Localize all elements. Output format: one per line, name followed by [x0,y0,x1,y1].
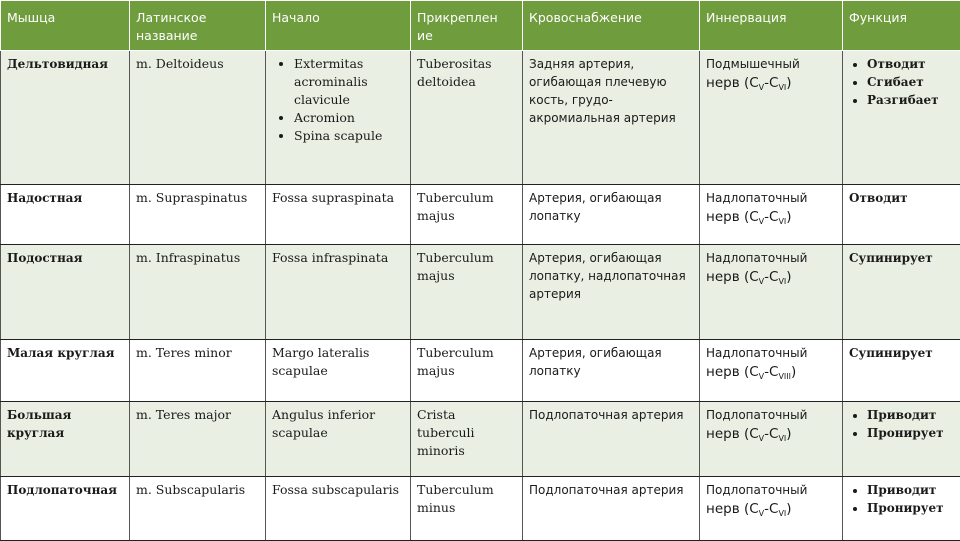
function-item: • Приводит [867,481,954,499]
nerve-sub1: V [759,372,764,381]
latin-name-text: m. Teres major [136,407,231,422]
muscle-name-text: Надостная [7,191,82,205]
cell-blood-supply [523,51,700,185]
nerve-sub2: VI [778,434,786,443]
nerve-mid: -C [764,75,778,91]
nerve-prefix: нерв (C [706,209,759,225]
nerve-sub1: V [759,277,764,286]
header-function: Функция [843,1,960,51]
cell-insertion [411,477,523,541]
insertion-text: Tuberculum majus [417,250,494,283]
cell-innervation [700,477,843,541]
cell-origin [266,477,411,541]
function-item: • Пронирует [867,499,954,517]
nerve-prefix: нерв (C [706,269,759,285]
nerve-prefix: нерв (C [706,501,759,517]
header-muscle: Мышца [1,1,130,51]
origin-list [272,55,404,145]
cell-function [843,402,960,477]
nerve-mid: -C [764,364,778,380]
nerve-name: Надлопаточный [706,344,836,363]
cell-innervation [700,185,843,245]
blood-supply-text: Артерия, огибающая лопатку [529,191,662,223]
nerve-segments [706,500,836,523]
cell-insertion [411,340,523,402]
nerve-mid: -C [764,426,778,442]
cell-innervation [700,340,843,402]
nerve-sub2: VI [778,509,786,518]
nerve-segments [706,208,836,231]
latin-name-text: m. Subscapularis [136,482,245,497]
cell-blood-supply [523,402,700,477]
cell-function [843,477,960,541]
cell-function [843,245,960,340]
latin-name-text: m. Infraspinatus [136,250,240,265]
nerve-sub2: VI [778,277,786,286]
nerve-segments [706,425,836,448]
table-row [1,51,960,185]
insertion-text: Tuberositas deltoidea [417,56,492,89]
table-row [1,477,960,541]
latin-name-text: m. Deltoideus [136,56,224,71]
cell-blood-supply [523,477,700,541]
cell-insertion [411,51,523,185]
nerve-name: Подмышечный [706,55,836,74]
cell-latin-name [130,185,266,245]
origin-text: Margo lateralis scapulae [272,345,369,378]
function-list [849,406,954,442]
insertion-text: Crista tuberculi minoris [417,407,475,458]
nerve-sub1: V [759,434,764,443]
header-insertion: Прикреплен ие [411,1,523,51]
nerve-name: Подлопаточный [706,481,836,500]
table-body [1,51,960,541]
nerve-suffix: ) [786,209,791,225]
nerve-prefix: нерв (C [706,75,759,91]
nerve-sub1: V [759,217,764,226]
muscle-name-text: Малая круглая [7,346,115,360]
cell-muscle [1,185,130,245]
cell-muscle [1,245,130,340]
nerve-mid: -C [764,209,778,225]
nerve-mid: -C [764,269,778,285]
header-latin-name: Латинское название [130,1,266,51]
latin-name-text: m. Supraspinatus [136,190,247,205]
blood-supply-text: Артерия, огибающая лопатку, надлопаточная артерия [529,251,686,301]
blood-supply-text: Подлопаточная артерия [529,408,684,422]
origin-text: Fossa subscapularis [272,482,399,497]
nerve-segments [706,74,836,97]
cell-origin [266,245,411,340]
function-item: • Сгибает [867,73,954,91]
table-row [1,185,960,245]
function-item: • Приводит [867,406,954,424]
origin-item: • Acromion [294,109,404,127]
function-item: • Отводит [867,55,954,73]
header-innervation: Иннервация [700,1,843,51]
cell-latin-name [130,245,266,340]
cell-muscle [1,51,130,185]
nerve-suffix: ) [786,75,791,91]
origin-text: Fossa supraspinata [272,190,394,205]
origin-item: • Extermitas acrominalis clavicule [294,55,404,109]
function-text: Отводит [849,191,908,205]
origin-text: Fossa infraspinata [272,250,388,265]
muscle-name-text: Подостная [7,251,83,265]
insertion-text: Tuberculum minus [417,482,494,515]
cell-innervation [700,51,843,185]
insertion-text: Tuberculum majus [417,190,494,223]
nerve-suffix: ) [786,501,791,517]
cell-blood-supply [523,245,700,340]
insertion-text: Tuberculum majus [417,345,494,378]
cell-blood-supply [523,340,700,402]
cell-function [843,340,960,402]
function-text: Супинирует [849,251,933,265]
nerve-name: Подлопаточный [706,406,836,425]
cell-function [843,185,960,245]
cell-origin [266,185,411,245]
cell-latin-name [130,51,266,185]
cell-function [843,51,960,185]
cell-origin [266,51,411,185]
muscle-name-text: Дельтовидная [7,57,108,71]
muscle-name-text: Подлопаточная [7,483,117,497]
cell-insertion [411,402,523,477]
nerve-sub2: VIII [778,372,791,381]
function-text: Супинирует [849,346,933,360]
blood-supply-text: Подлопаточная артерия [529,483,684,497]
cell-innervation [700,245,843,340]
origin-item: • Spina scapule [294,127,404,145]
nerve-name: Надлопаточный [706,189,836,208]
nerve-segments [706,363,836,386]
nerve-name: Надлопаточный [706,249,836,268]
nerve-sub2: VI [778,83,786,92]
cell-latin-name [130,340,266,402]
nerve-mid: -C [764,501,778,517]
nerve-sub1: V [759,509,764,518]
table-row [1,340,960,402]
cell-latin-name [130,402,266,477]
header-row [1,1,960,51]
nerve-segments [706,268,836,291]
nerve-suffix: ) [786,426,791,442]
muscle-name-text: Большая круглая [7,408,71,440]
nerve-suffix: ) [786,269,791,285]
cell-muscle [1,402,130,477]
function-item: • Разгибает [867,91,954,109]
cell-origin [266,340,411,402]
header-origin: Начало [266,1,411,51]
nerve-suffix: ) [791,364,796,380]
nerve-prefix: нерв (C [706,426,759,442]
header-blood-supply: Кровоснабжение [523,1,700,51]
function-list [849,55,954,109]
table-row [1,402,960,477]
origin-text: Angulus inferior scapulae [272,407,375,440]
cell-origin [266,402,411,477]
cell-blood-supply [523,185,700,245]
cell-muscle [1,340,130,402]
nerve-prefix: нерв (C [706,364,759,380]
nerve-sub2: VI [778,217,786,226]
cell-latin-name [130,477,266,541]
blood-supply-text: Артерия, огибающая лопатку [529,346,662,378]
latin-name-text: m. Teres minor [136,345,232,360]
cell-insertion [411,245,523,340]
cell-innervation [700,402,843,477]
nerve-sub1: V [759,83,764,92]
cell-muscle [1,477,130,541]
function-list [849,481,954,517]
cell-insertion [411,185,523,245]
function-item: • Пронирует [867,424,954,442]
table-header [1,1,960,51]
table-row [1,245,960,340]
blood-supply-text: Задняя артерия, огибающая плечевую кость, грудо-акромиальная артерия [529,57,676,125]
